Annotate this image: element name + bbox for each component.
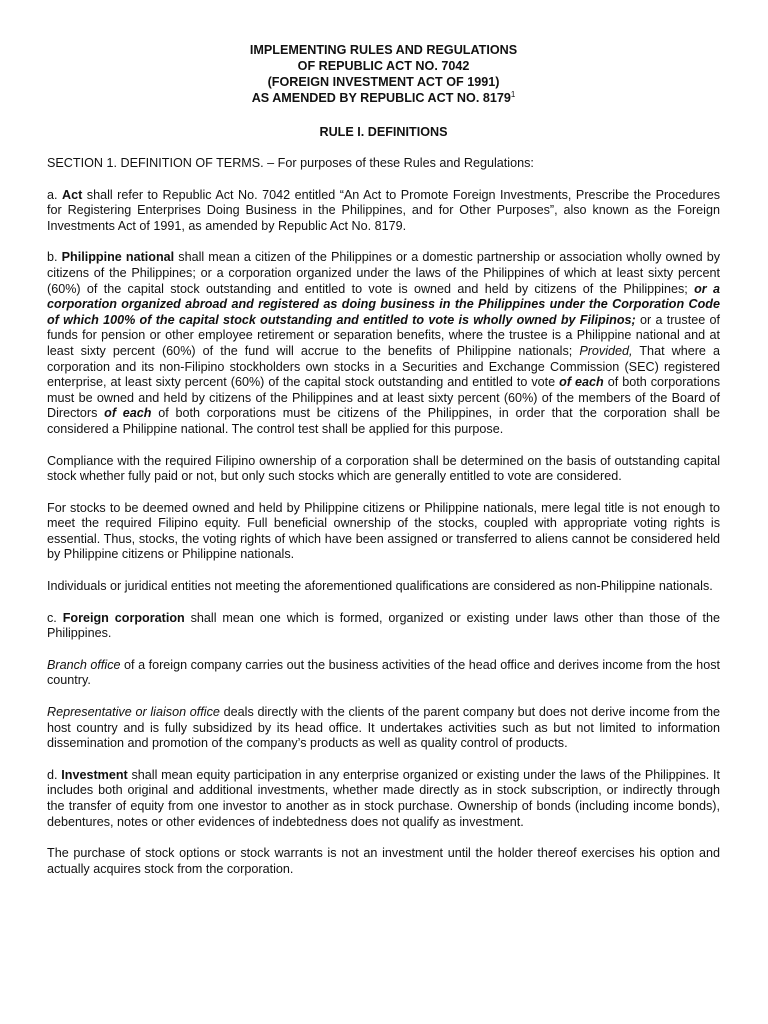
para-b-text-1: shall mean a citizen of the Philippines or a domestic partnership or association wholly owned by citizens of the Philippines; or a corporation organized under the laws of the Philippines of which at least sixty percent (60%) of the capital stock outstanding and entitled to vote is owned and held by citizens of the Philippines;	[47, 250, 721, 296]
term-investment: Investment	[61, 767, 128, 782]
paragraph-representative-office	[47, 705, 720, 752]
title-line-4: AS AMENDED BY REPUBLIC ACT NO. 8179	[251, 91, 511, 105]
para-b-text-3: That where a corporation and its non-Filipino stockholders own stocks in a Securities and Exchange Commission (SEC) registered enterprise, at least sixty percent (60%) of the capital stock outstanding and entitled to vote	[47, 343, 721, 390]
paragraph-d	[47, 768, 720, 830]
paragraph-individuals: Individuals or juridical entities not meeting the aforementioned qualifications are considered as non-Philippine nationals.	[47, 579, 713, 594]
title-line-1: IMPLEMENTING RULES AND REGULATIONS	[249, 43, 518, 57]
paragraph-b	[47, 250, 720, 437]
paragraph-a	[47, 188, 720, 235]
para-b-provided: Provided,	[579, 343, 633, 358]
term-philippine-national: Philippine national	[61, 250, 175, 265]
paragraph-c	[47, 611, 720, 642]
rule-heading: RULE I. DEFINITIONS	[319, 125, 448, 139]
para-c-prefix: c.	[47, 610, 63, 625]
para-b-emphasis-2: of each	[559, 375, 604, 390]
para-a-prefix: a.	[47, 187, 62, 202]
document-title	[47, 42, 720, 106]
para-b-text-4: of both corporations must be owned and held by citizens of the Philippines and at least sixty percent (60%) of the members of the Board of Directors	[47, 375, 721, 421]
para-d-prefix: d.	[47, 767, 62, 782]
title-line-3: (FOREIGN INVESTMENT ACT OF 1991)	[267, 75, 500, 89]
term-branch-office: Branch office	[47, 657, 121, 672]
para-b-text-2: or a trustee of funds for pension or other employee retirement or separation benefits, where the trustee is a Philippine national and at least sixty percent (60%) of the fund will accrue to the benefits of Philippine nationals;	[47, 312, 720, 358]
paragraph-compliance: Compliance with the required Filipino ownership of a corporation shall be determined on the basis of outstanding capital stock whether fully paid or not, but only such stocks which are generally entitled to vote are considered.	[47, 453, 720, 484]
para-rep-text: deals directly with the clients of the parent company but does not derive income from the host country and is fully subsidized by its head office. It undertakes activities such as but not limited to information dissemination and promotion of the company’s products as well as quality control of products.	[47, 705, 720, 751]
para-c-text: shall mean one which is formed, organized or existing under laws other than those of the Philippines.	[47, 610, 720, 641]
para-b-emphasis-3: of each	[104, 406, 152, 421]
para-a-text: shall refer to Republic Act No. 7042 entitled “An Act to Promote Foreign Investments, Prescribe the Procedures for Registering Enterprises Doing Business in the Philippines, and for Other Purposes”, also known as the Foreign Investments Act of 1991, as amended by Republic Act No. 8179.	[47, 187, 720, 233]
para-b-emphasis-1: or a corporation organized abroad and registered as doing business in the Philippines under the Corporation Code of which 100% of the capital stock outstanding and entitled to vote is wholly owned by Filipinos;	[47, 281, 721, 327]
paragraph-stock-options: The purchase of stock options or stock warrants is not an investment until the holder thereof exercises his option and actually acquires stock from the corporation.	[47, 846, 720, 876]
footnote-marker: 1	[510, 89, 516, 99]
term-foreign-corporation: Foreign corporation	[62, 610, 185, 625]
para-b-text-5: of both corporations must be citizens of the Philippines, in order that the corporation shall be considered a Philippine national. The control test shall be applied for this purpose.	[47, 406, 720, 436]
paragraph-branch-office	[47, 658, 720, 689]
para-d-text: shall mean equity participation in any enterprise organized or existing under the laws of the Philippines. It includes both original and additional investments, whether made directly as in stock subscription, or indirectly through the transfer of equity from one investor to another as in stock purchase. Ownership of bonds (including income bonds), debentures, notes or other evidences of indebtedness does not qualify as investment.	[47, 767, 720, 829]
para-branch-text: of a foreign company carries out the business activities of the head office and derives income from the host country.	[47, 657, 720, 688]
section-1-heading: SECTION 1. DEFINITION OF TERMS. – For purposes of these Rules and Regulations:	[47, 156, 534, 170]
paragraph-stocks: For stocks to be deemed owned and held by Philippine citizens or Philippine nationals, mere legal title is not enough to meet the required Filipino equity. Full beneficial ownership of the stocks, coupled with appropriate voting rights is essential. Thus, stocks, the voting rights of which have been assigned or transferred to aliens cannot be considered held by Philippine citizens or Philippine nationals.	[47, 500, 720, 562]
term-act: Act	[62, 187, 83, 202]
para-b-prefix: b.	[47, 250, 62, 265]
title-line-2: OF REPUBLIC ACT NO. 7042	[297, 59, 470, 73]
term-representative-office: Representative or liaison office	[47, 705, 220, 720]
